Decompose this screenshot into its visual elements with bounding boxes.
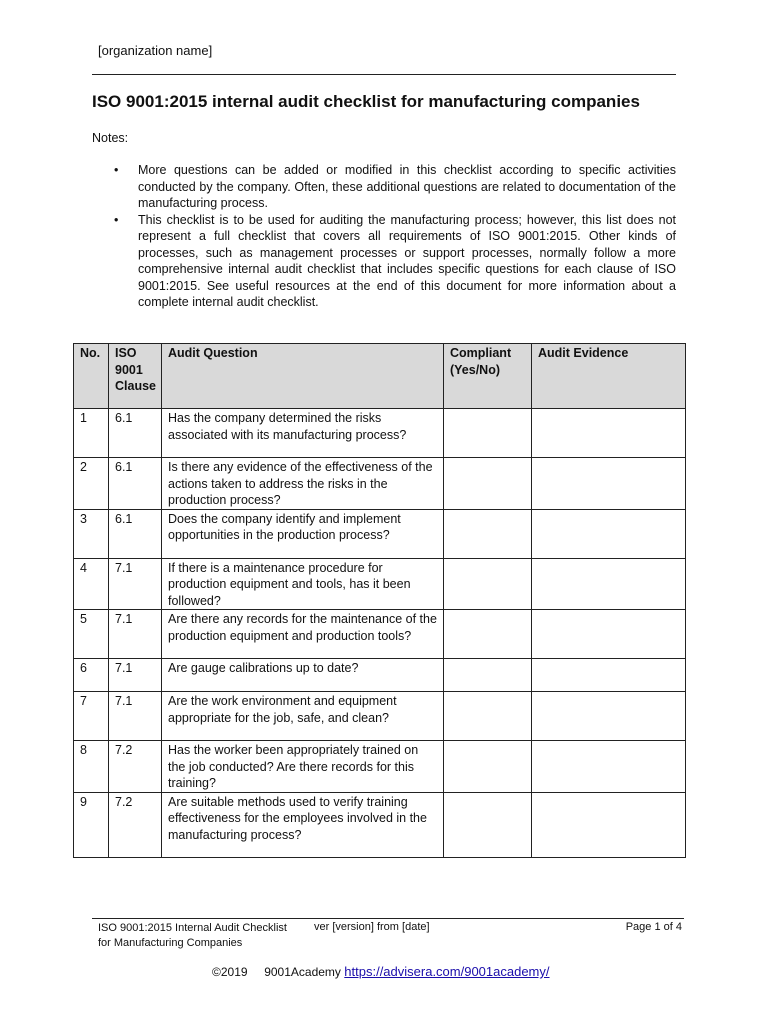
row-evidence-cell[interactable]: [532, 792, 686, 857]
row-no: 3: [74, 509, 109, 558]
row-clause: 7.1: [109, 692, 162, 741]
table-row: [74, 792, 686, 857]
table-row: [74, 558, 686, 610]
row-evidence-cell[interactable]: [532, 692, 686, 741]
row-compliant-cell[interactable]: [444, 792, 532, 857]
row-question: Are gauge calibrations up to date?: [162, 659, 444, 692]
row-clause: 7.1: [109, 659, 162, 692]
table-row: [74, 509, 686, 558]
row-clause: 7.2: [109, 792, 162, 857]
note-item: • This checklist is to be used for auditing the manufacturing process; however, this list does not represent a full checklist that covers all requirements of ISO 9001:2015. Other kinds of processes, such as management processes or support processes, normally follow a more comprehensive internal audit checklist that includes specific questions for each clause of ISO 9001:2015. See useful resources at the end of this document for more information about a complete internal audit checklist.: [114, 212, 676, 311]
notes-list: [114, 162, 676, 311]
row-compliant-cell[interactable]: [444, 409, 532, 458]
audit-checklist-table: [73, 343, 686, 858]
row-no: 4: [74, 558, 109, 610]
row-no: 5: [74, 610, 109, 659]
header-clause: ISO 9001 Clause: [109, 344, 162, 409]
table-row: [74, 610, 686, 659]
row-compliant-cell[interactable]: [444, 458, 532, 510]
table-header-row: [74, 344, 686, 409]
row-evidence-cell[interactable]: [532, 741, 686, 793]
row-compliant-cell[interactable]: [444, 509, 532, 558]
footer-divider: [92, 918, 684, 919]
footer-page-number: Page 1 of 4: [625, 921, 682, 933]
row-no: 9: [74, 792, 109, 857]
row-question: Has the worker been appropriately trained on the job conducted? Are there records for this training?: [162, 741, 444, 793]
table-row: [74, 458, 686, 510]
header-no: No.: [74, 344, 109, 409]
row-no: 8: [74, 741, 109, 793]
row-clause: 7.2: [109, 741, 162, 793]
notes-label: Notes:: [92, 131, 129, 145]
row-evidence-cell[interactable]: [532, 659, 686, 692]
row-compliant-cell[interactable]: [444, 659, 532, 692]
copyright-text: ©2019 9001Academy: [212, 965, 341, 979]
row-clause: 6.1: [109, 458, 162, 510]
row-clause: 7.1: [109, 558, 162, 610]
row-compliant-cell[interactable]: [444, 692, 532, 741]
header-divider: [92, 74, 676, 75]
header-evidence: Audit Evidence: [532, 344, 686, 409]
row-clause: 6.1: [109, 509, 162, 558]
academy-link[interactable]: https://advisera.com/9001academy/: [344, 964, 550, 979]
row-question: Is there any evidence of the effectiveness of the actions taken to address the risks in the production process?: [162, 458, 444, 510]
row-clause: 6.1: [109, 409, 162, 458]
table-row: [74, 692, 686, 741]
row-no: 7: [74, 692, 109, 741]
row-evidence-cell[interactable]: [532, 458, 686, 510]
footer-doc-title-line1: ISO 9001:2015 Internal Audit Checklist: [98, 922, 287, 934]
row-question: Are the work environment and equipment appropriate for the job, safe, and clean?: [162, 692, 444, 741]
document-title: ISO 9001:2015 internal audit checklist for manufacturing companies: [92, 92, 640, 111]
row-question: Has the company determined the risks associated with its manufacturing process?: [162, 409, 444, 458]
table-row: [74, 659, 686, 692]
organization-name: [organization name]: [98, 43, 213, 58]
footer-version: ver [version] from [date]: [314, 921, 430, 933]
row-question: If there is a maintenance procedure for production equipment and tools, has it been followed?: [162, 558, 444, 610]
header-compliant: Compliant (Yes/No): [444, 344, 532, 409]
row-compliant-cell[interactable]: [444, 610, 532, 659]
table-row: [74, 741, 686, 793]
row-no: 2: [74, 458, 109, 510]
row-evidence-cell[interactable]: [532, 610, 686, 659]
row-question: Does the company identify and implement opportunities in the production process?: [162, 509, 444, 558]
row-compliant-cell[interactable]: [444, 741, 532, 793]
row-evidence-cell[interactable]: [532, 409, 686, 458]
footer-doc-title-line2: for Manufacturing Companies: [98, 937, 243, 949]
header-question: Audit Question: [162, 344, 444, 409]
copyright-line: [212, 964, 550, 979]
row-evidence-cell[interactable]: [532, 558, 686, 610]
row-no: 6: [74, 659, 109, 692]
row-evidence-cell[interactable]: [532, 509, 686, 558]
row-question: Are there any records for the maintenance of the production equipment and production tools?: [162, 610, 444, 659]
row-question: Are suitable methods used to verify training effectiveness for the employees involved in the manufacturing process?: [162, 792, 444, 857]
note-item: • More questions can be added or modified in this checklist according to specific activities conducted by the company. Often, these additional questions are related to documentation of the manufacturing process.: [114, 162, 676, 212]
row-no: 1: [74, 409, 109, 458]
table-row: [74, 409, 686, 458]
row-clause: 7.1: [109, 610, 162, 659]
row-compliant-cell[interactable]: [444, 558, 532, 610]
footer-doc-title: [98, 921, 287, 951]
